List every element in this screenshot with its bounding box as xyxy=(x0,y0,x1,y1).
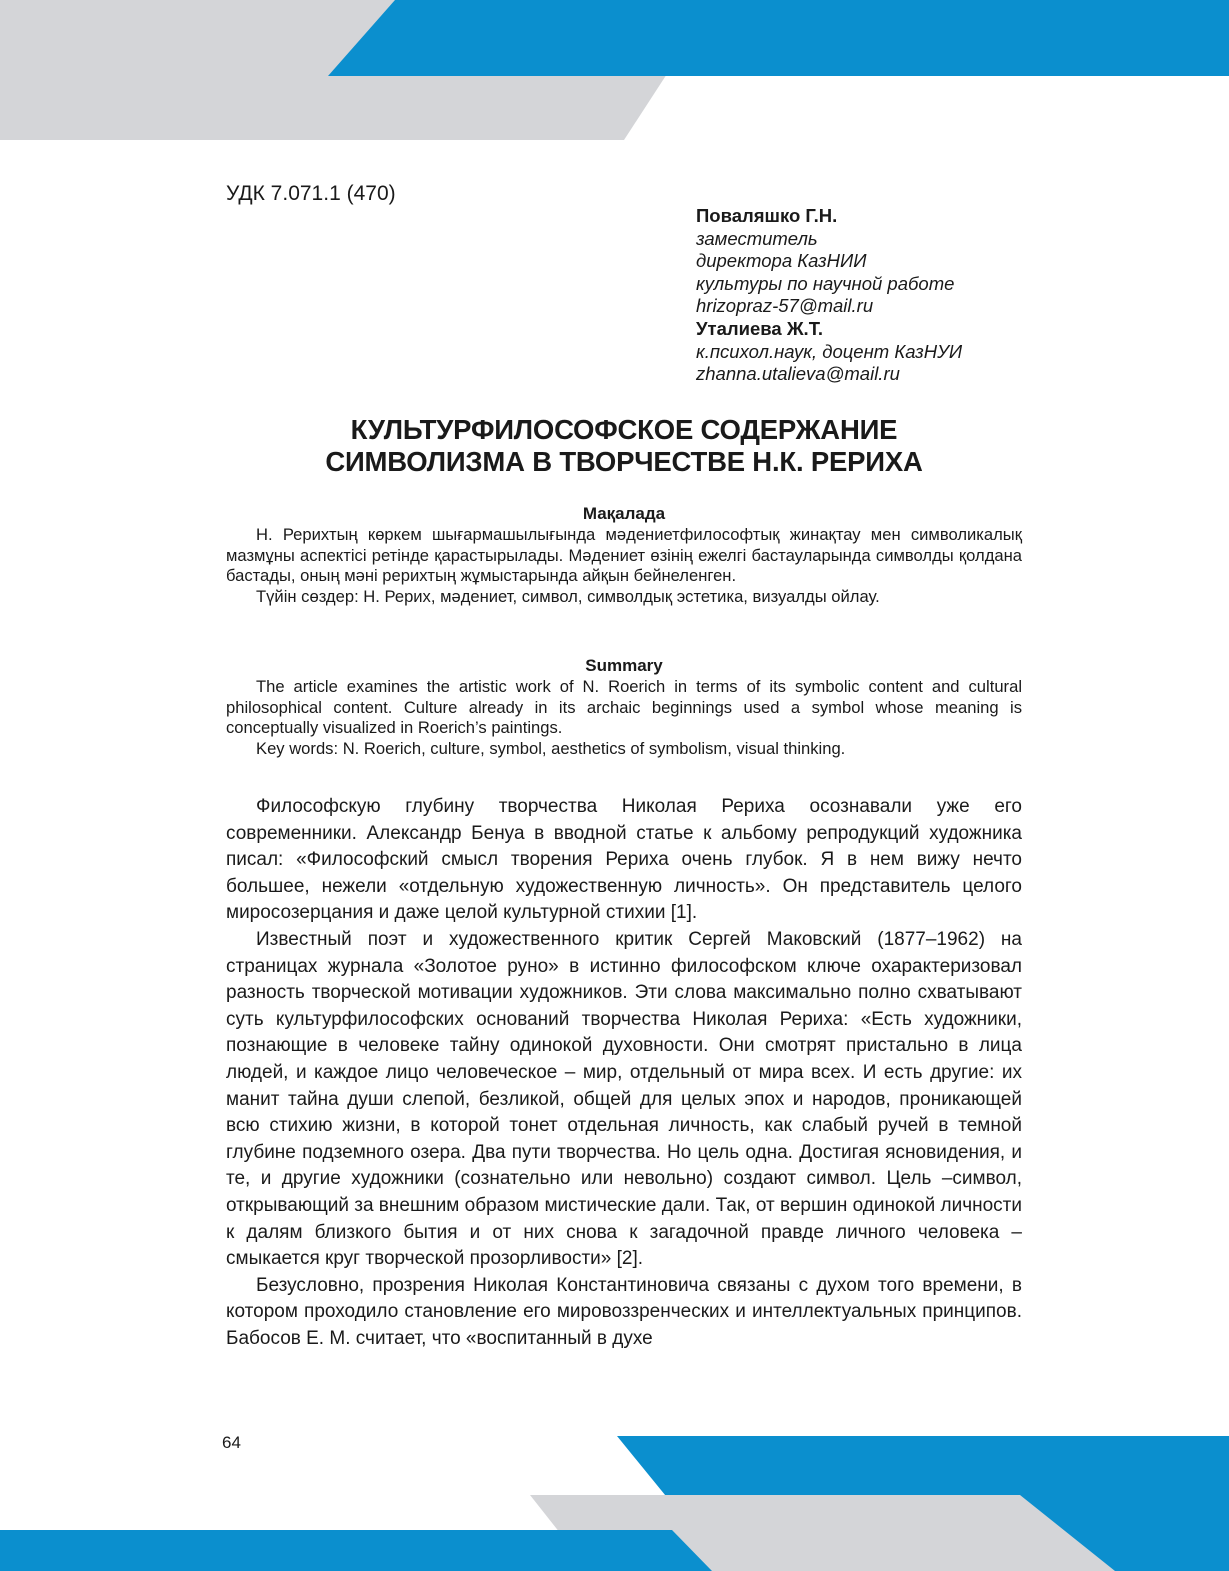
abstract-en-text: The article examines the artistic work of N. Roerich in terms of its symbolic content and cultural philosophical content. Culture already in its archaic beginnings used a symbol whose meaning is conceptually visualized in Roerich’s paintings. xyxy=(226,676,1022,738)
author-email: hrizopraz-57@mail.ru xyxy=(696,295,874,317)
author-affiliation-line: заместитель xyxy=(696,227,818,249)
author-affiliation-line: культуры по научной работе xyxy=(696,272,955,294)
abstract-en-keywords: Key words: N. Roerich, culture, symbol, aesthetics of symbolism, visual thinking. xyxy=(256,739,846,759)
bottom-blue-strip xyxy=(0,1530,712,1571)
body-paragraph: Известный поэт и художественного критик Сергей Маковский (1877–1962) на страницах журнала «Золотое руно» в истинно философском ключе охарактеризовал разность творческой мотивации художников. Эти слова максимально полно схватывают суть культурфилософских оснований творчества Николая Рериха: «Есть художники, познающие в человеке тайну одинокой духовности. Они смотрят пристально в лица людей, и каждое лицо человеческое – мир, отдельный от мира всех. И есть другие: их манит тайна души слепой, безликой, общей для целых эпох и народов, проникающей всю стихию жизни, в которой тонет отдельная личность, как слабый ручей в темной глубине подземного озера. Два пути творчества. Но цель одна. Достигая ясновидения, и те, и другие художники (сознательно или невольно) создают символ. Цель –символ, открывающий за внешним образом мистические дали. Так, от вершин одинокой личности к далям близкого бытия и от них снова к загадочной правде личного человека – смыкается круг творческой прозорливости» [2]. xyxy=(226,928,1022,1270)
abstract-kazakh xyxy=(226,504,1022,608)
author-affiliation-line: директора КазНИИ xyxy=(696,250,867,272)
author-name: Поваляшко Г.Н. xyxy=(696,205,838,226)
abstract-kz-text: Н. Рерихтың көркем шығармашылығында мәдениетфилософтық жинақтау мен символикалық мазмұны аспектісі ретінде қарастырылады. Мәдениет өзінің ежелгі бастауларында символды қолдана бастады, оның мәні рерихтың жұмыстарында айқын бейнеленген. xyxy=(226,524,1022,586)
abstract-en-heading: Summary xyxy=(585,656,663,675)
abstract-kz-keywords: Түйін сөздер: Н. Рерих, мәдениет, символ, символдық эстетика, визуалды ойлау. xyxy=(256,587,880,607)
page-number: 64 xyxy=(222,1433,241,1452)
udk-code: УДК 7.071.1 (470) xyxy=(226,182,396,205)
body-paragraph: Безусловно, прозрения Николая Константиновича связаны с духом того времени, в котором проходило становление его мировоззренческих и интеллектуальных принципов. Бабосов Е. М. считает, что «воспитанный в духе xyxy=(226,1274,1022,1349)
author-1 xyxy=(696,205,1026,318)
author-email: zhanna.utalieva@mail.ru xyxy=(696,363,900,385)
author-affiliation-line: к.психол.наук, доцент КазНУИ xyxy=(696,340,963,362)
top-blue-band xyxy=(328,0,1229,76)
abstract-kz-heading: Мақалада xyxy=(582,504,666,523)
article-body xyxy=(226,794,1022,1352)
top-white-cut xyxy=(631,76,1229,140)
author-name: Уталиева Ж.Т. xyxy=(696,317,824,339)
title-line-1: КУЛЬТУРФИЛОСОФСКОЕ СОДЕРЖАНИЕ xyxy=(350,414,898,445)
abstract-english xyxy=(226,656,1022,760)
article-title xyxy=(226,414,1022,478)
title-line-2: СИМВОЛИЗМА В ТВОРЧЕСТВЕ Н.К. РЕРИХА xyxy=(325,446,923,477)
author-block xyxy=(696,205,1026,386)
body-paragraph: Философскую глубину творчества Николая Рериха осознавали уже его современники. Александр Бенуа в вводной статье к альбому репродукций художника писал: «Философский смысл творения Рериха очень глубок. Я в нем вижу нечто большее, нежели «отдельную художественную личность». Он представитель целого миросозерцания и даже целой культурной стихии [1]. xyxy=(226,796,1022,924)
author-2 xyxy=(696,318,1026,386)
